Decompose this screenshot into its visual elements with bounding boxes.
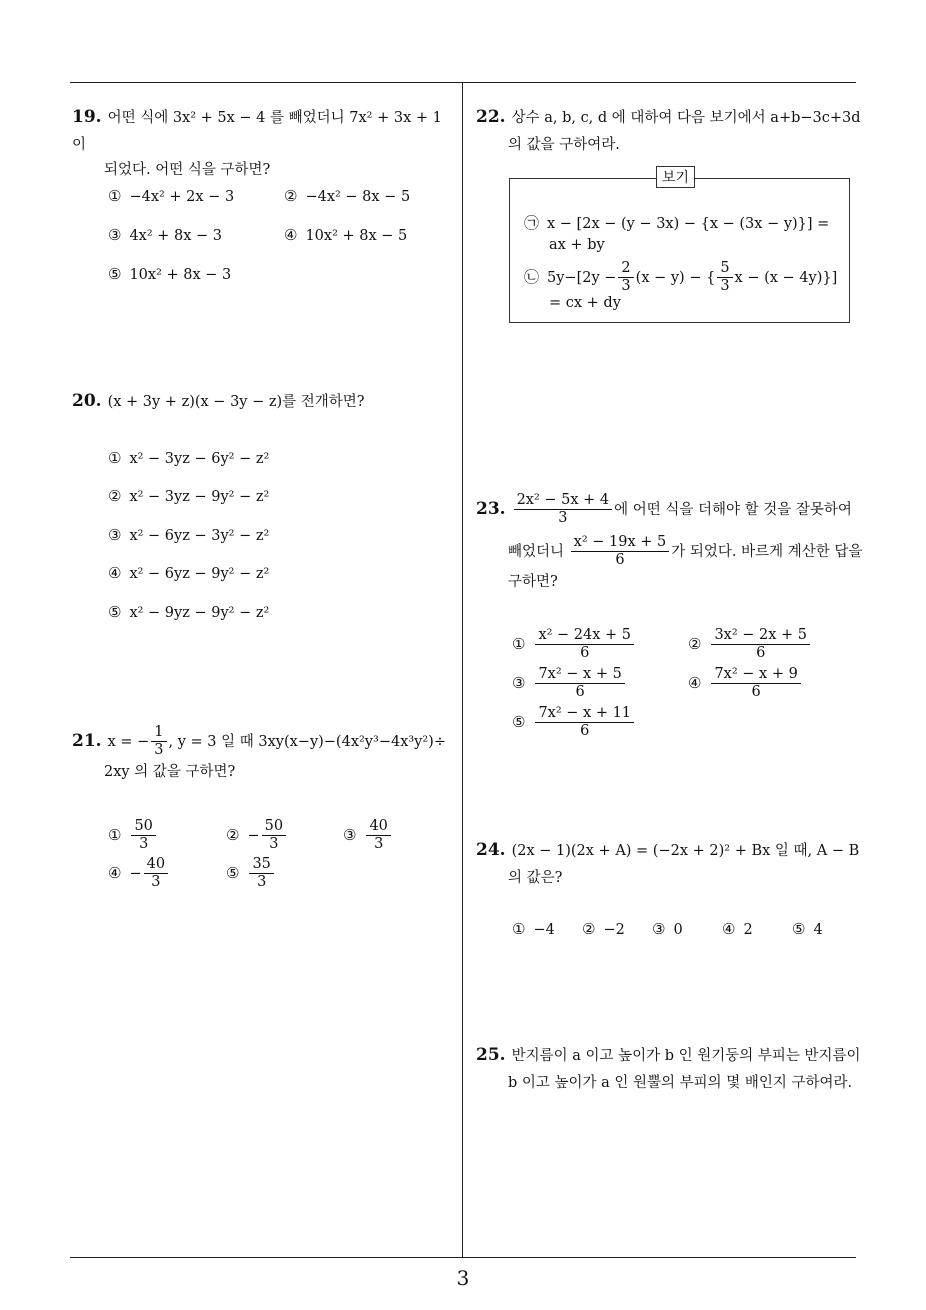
- choice-4[interactable]: ④ 2: [722, 920, 753, 938]
- choice-4[interactable]: ④ − $\frac{40}{3}$: [108, 856, 170, 892]
- fraction: $\frac{\text{3x² − 2x + 5}}{6}$: [711, 627, 810, 663]
- question-text: 빼었더니: [508, 543, 565, 560]
- question-text: 상수 a, b, c, d 에 대하여 다음 보기에서 a+b−3c+3d: [511, 110, 861, 126]
- question-number: 20.: [72, 391, 102, 411]
- question-number: 24.: [476, 840, 506, 860]
- choice-5[interactable]: ⑤ $\frac{\text{7x² − x + 11}}{6}$: [512, 705, 636, 741]
- fraction: $\frac{40}{3}$: [366, 818, 390, 854]
- question-text: 가 되었다. 바르게 계산한 답을: [671, 543, 863, 560]
- choice-4[interactable]: ④ $\frac{\text{7x² − x + 9}}{6}$: [688, 666, 803, 702]
- choice-4[interactable]: ④ x² − 6yz − 9y² − z²: [108, 564, 270, 582]
- question-text: 되었다. 어떤 식을 구하면?: [104, 162, 271, 179]
- question-number: 19.: [72, 107, 102, 127]
- choice-3[interactable]: ③ $\frac{\text{7x² − x + 5}}{6}$: [512, 666, 627, 702]
- question-24: [476, 836, 868, 891]
- question-22: [476, 103, 866, 158]
- fraction: $\frac{40}{3}$: [144, 856, 168, 892]
- choice-5[interactable]: ⑤ $\frac{35}{3}$: [226, 856, 276, 892]
- choice-1[interactable]: ① −4x² + 2x − 3: [108, 187, 235, 205]
- question-20: [72, 387, 457, 417]
- choice-3[interactable]: ③ 4x² + 8x − 3: [108, 226, 223, 244]
- fraction: $\frac{1}{3}$: [151, 724, 166, 760]
- choice-2[interactable]: ② −2: [582, 920, 625, 938]
- fraction: $\frac{\text{x² − 19x + 5}}{6}$: [571, 534, 670, 570]
- question-text: 에 어떤 식을 더해야 할 것을 잘못하여: [614, 501, 852, 518]
- question-text: 구하면?: [508, 573, 558, 590]
- choice-2[interactable]: ② $\frac{\text{3x² − 2x + 5}}{6}$: [688, 627, 812, 663]
- example-item-2: ㉡ 5y−[2y − $\frac{2}{3}$ (x − y) − { $\frac{5}{3}$ x − (x − 4y)}]: [524, 260, 838, 295]
- fraction: $\frac{5}{3}$: [717, 260, 732, 296]
- example-item-2-cont: = cx + dy: [549, 295, 621, 311]
- choice-5[interactable]: ⑤ 10x² + 8x − 3: [108, 265, 232, 283]
- question-text: (x + 3y + z)(x − 3y − z)를 전개하면?: [107, 394, 365, 410]
- question-number: 23.: [476, 498, 506, 519]
- choice-1[interactable]: ① $\frac{\text{x² − 24x + 5}}{6}$: [512, 627, 636, 663]
- question-text: 반지름이 a 이고 높이가 b 인 원기둥의 부피는 반지름이: [511, 1048, 861, 1064]
- question-number: 22.: [476, 107, 506, 127]
- question-text: b 이고 높이가 a 인 원뿔의 부피의 몇 배인지 구하여라.: [508, 1074, 853, 1091]
- question-23: [476, 492, 868, 595]
- bottom-rule: [70, 1257, 856, 1258]
- question-21: [72, 724, 457, 785]
- choice-1[interactable]: ① −4: [512, 920, 555, 938]
- fraction: $\frac{2}{3}$: [618, 260, 633, 296]
- choice-2[interactable]: ② x² − 3yz − 9y² − z²: [108, 487, 270, 505]
- choice-5[interactable]: ⑤ x² − 9yz − 9y² − z²: [108, 603, 270, 621]
- question-text: 2xy 의 값을 구하면?: [104, 763, 236, 780]
- fraction: $\frac{\text{7x² − x + 9}}{6}$: [711, 666, 800, 702]
- choice-3[interactable]: ③ x² − 6yz − 3y² − z²: [108, 526, 270, 544]
- choice-3[interactable]: ③ 0: [652, 920, 683, 938]
- question-text: 의 값을 구하여라.: [508, 136, 620, 153]
- choice-4[interactable]: ④ 10x² + 8x − 5: [284, 226, 408, 244]
- question-19: [72, 103, 457, 184]
- question-text: 어떤 식에 3x² + 5x − 4 를 빼었더니 7x² + 3x + 1 이: [72, 110, 442, 153]
- choice-1[interactable]: ① $\frac{50}{3}$: [108, 818, 158, 854]
- question-text: , y = 3 일 때 3xy(x−y)−(4x²y³−4x³y²)÷: [168, 733, 446, 750]
- column-divider: [462, 82, 463, 1258]
- choice-1[interactable]: ① x² − 3yz − 6y² − z²: [108, 449, 270, 467]
- example-item-1-cont: ax + by: [549, 237, 605, 253]
- page-number: 3: [456, 1266, 470, 1290]
- question-text: (2x − 1)(2x + A) = (−2x + 2)² + Bx 일 때, A − B: [511, 843, 860, 859]
- fraction: $\frac{\text{2x² − 5x + 4}}{3}$: [514, 492, 613, 528]
- question-number: 25.: [476, 1045, 506, 1065]
- question-text: 의 값은?: [508, 869, 563, 886]
- fraction: $\frac{50}{3}$: [262, 818, 286, 854]
- question-number: 21.: [72, 730, 102, 751]
- question-25: [476, 1041, 868, 1096]
- fraction: $\frac{\text{7x² − x + 11}}{6}$: [535, 705, 634, 741]
- top-rule: [70, 82, 856, 83]
- choice-2[interactable]: ② − $\frac{50}{3}$: [226, 818, 288, 854]
- fraction: $\frac{\text{x² − 24x + 5}}{6}$: [535, 627, 634, 663]
- fraction: $\frac{50}{3}$: [131, 818, 155, 854]
- choice-5[interactable]: ⑤ 4: [792, 920, 823, 938]
- fraction: $\frac{\text{7x² − x + 5}}{6}$: [535, 666, 624, 702]
- choice-3[interactable]: ③ $\frac{40}{3}$: [343, 818, 393, 854]
- example-box-title: 보기: [656, 166, 695, 188]
- fraction: $\frac{35}{3}$: [249, 856, 273, 892]
- choice-2[interactable]: ② −4x² − 8x − 5: [284, 187, 411, 205]
- example-item-1: ㉠ x − [2x − (y − 3x) − {x − (3x − y)}] =: [524, 214, 830, 232]
- question-text: x = −: [107, 733, 150, 750]
